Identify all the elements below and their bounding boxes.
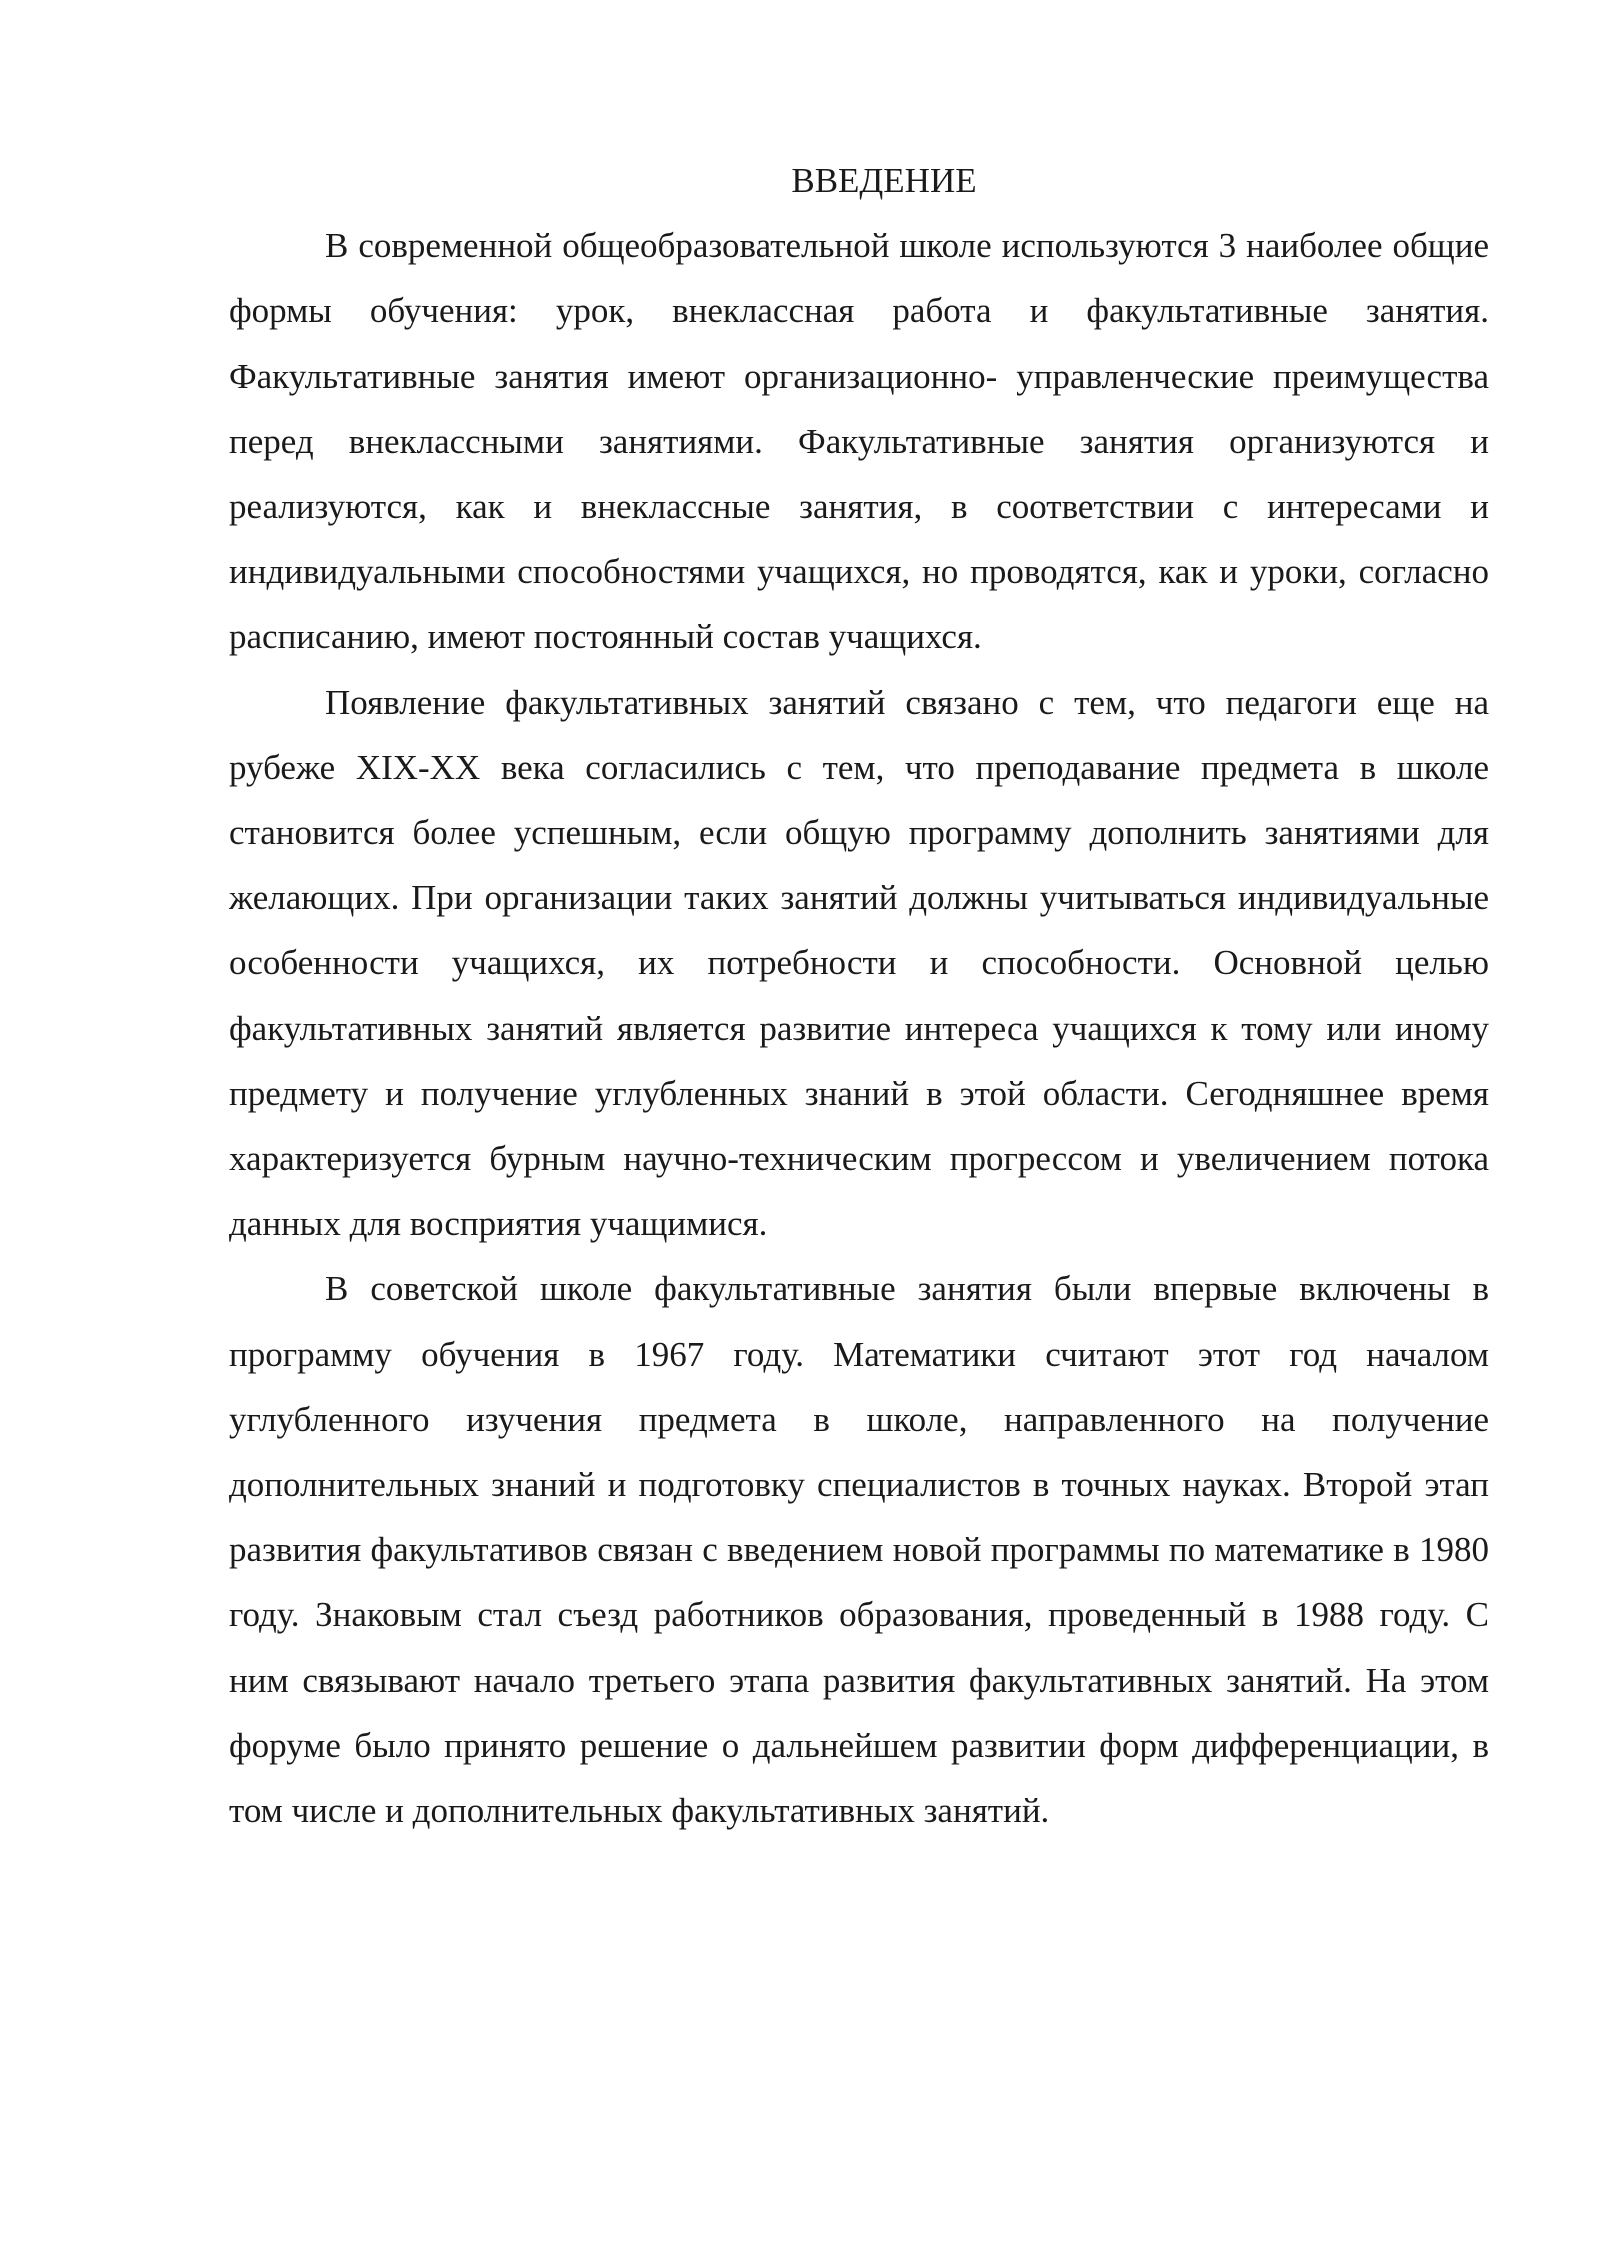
- paragraph-3: В советской школе факультативные занятия были впервые включены в программу обучения в 1967 году. Математики считают этот год началом углубленного изучения предмета в школе, направленного на получение дополнительных знаний и подготовку специалистов в точных науках. Второй этап развития факультативов связан с введением новой программы по математике в 1980 году. Знаковым стал съезд работников образования, проведенный в 1988 году. С ним связывают начало третьего этапа развития факультативных занятий. На этом форуме было принято решение о дальнейшем развитии форм дифференциации, в том числе и дополнительных факультативных занятий.: [229, 1269, 1489, 1831]
- paragraph-1: В современной общеобразовательной школе используются 3 наиболее общие формы обучения: урок, внеклассная работа и факультативные занятия. Факультативные занятия имеют организационно- управленческие преимущества перед внеклассными занятиями. Факультативные занятия организуются и реализуются, как и внеклассные занятия, в соответствии с интересами и индивидуальными способностями учащихся, но проводятся, как и уроки, согласно расписанию, имеют постоянный состав учащихся.: [229, 226, 1489, 657]
- paragraph-2: Появление факультативных занятий связано с тем, что педагоги еще на рубеже XIX-XX века согласились с тем, что преподавание предмета в школе становится более успешным, если общую программу дополнить занятиями для желающих. При организации таких занятий должны учитываться индивидуальные особенности учащихся, их потребности и способности. Основной целью факультативных занятий является развитие интереса учащихся к тому или иному предмету и получение углубленных знаний в этой области. Сегодняшнее время характеризуется бурным научно-техническим прогрессом и увеличением потока данных для восприятия учащимися.: [229, 682, 1489, 1244]
- document-body: [229, 148, 1489, 1843]
- page-title: ВВЕДЕНИЕ: [791, 161, 977, 200]
